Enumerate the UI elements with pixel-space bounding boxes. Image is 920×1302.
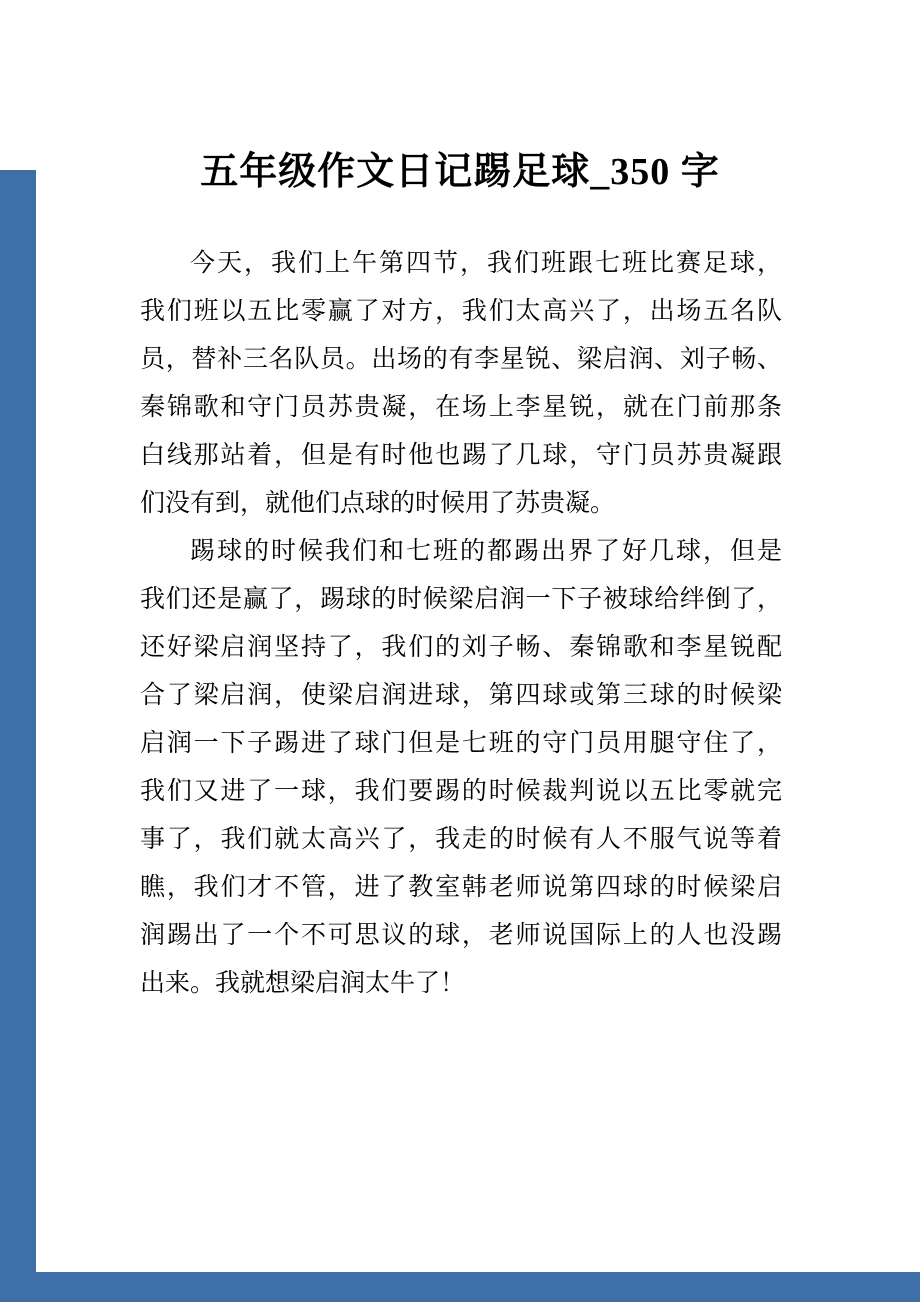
text-line: 我们还是赢了，踢球的时候梁启润一下子被球给绊倒了，	[140, 586, 782, 613]
document-body	[140, 240, 782, 1008]
text-line: 我们班以五比零赢了对方，我们太高兴了，出场五名队	[140, 298, 782, 325]
page-edge-left-strip	[0, 170, 36, 1302]
text-line: 踢球的时候我们和七班的都踢出界了好几球，但是	[190, 538, 782, 565]
text-line: 还好梁启润坚持了，我们的刘子畅、秦锦歌和李星锐配	[140, 634, 782, 661]
text-line: 事了，我们就太高兴了，我走的时候有人不服气说等着	[140, 826, 782, 853]
text-line: 我们又进了一球，我们要踢的时候裁判说以五比零就完	[140, 778, 782, 805]
text-line: 秦锦歌和守门员苏贵凝，在场上李星锐，就在门前那条	[140, 394, 782, 421]
text-line: 员，替补三名队员。出场的有李星锐、梁启润、刘子畅、	[140, 346, 782, 373]
text-line: 瞧，我们才不管，进了教室韩老师说第四球的时候梁启	[140, 874, 782, 901]
text-line: 出来。我就想梁启润太牛了！	[140, 970, 466, 997]
text-line: 启润一下子踢进了球门但是七班的守门员用腿守住了，	[140, 730, 782, 757]
text-line: 合了梁启润，使梁启润进球，第四球或第三球的时候梁	[140, 682, 782, 709]
text-line: 今天，我们上午第四节，我们班跟七班比赛足球，	[190, 250, 782, 277]
text-line: 们没有到，就他们点球的时候用了苏贵凝。	[140, 490, 616, 517]
document-title: 五年级作文日记踢足球_350 字	[200, 151, 720, 194]
page-edge-bottom-strip	[0, 1272, 920, 1302]
text-line: 润踢出了一个不可思议的球，老师说国际上的人也没踢	[140, 922, 782, 949]
text-line: 白线那站着，但是有时他也踢了几球，守门员苏贵凝跟	[140, 442, 782, 469]
